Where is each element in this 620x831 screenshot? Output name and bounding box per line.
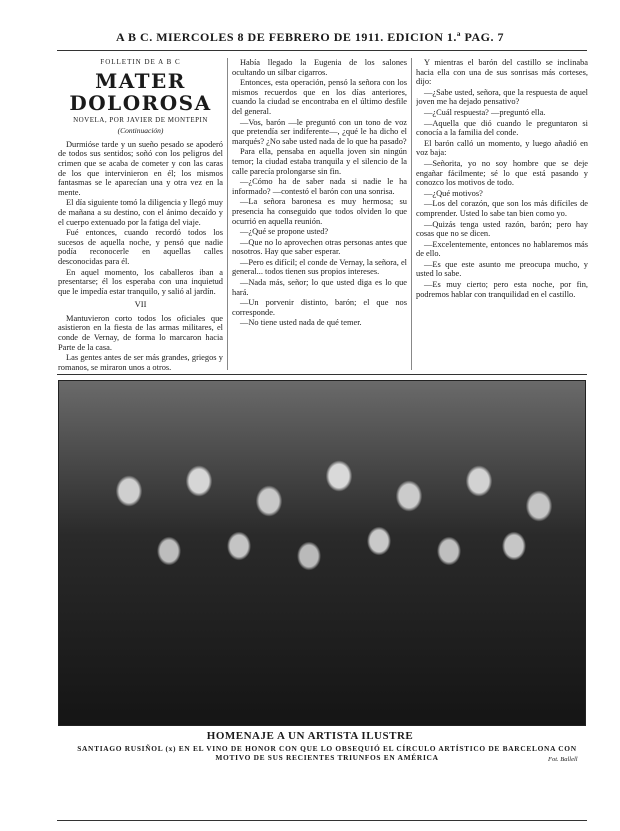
paragraph: —¿Qué se propone usted? (240, 227, 329, 237)
paragraph: —No tiene usted nada de qué temer. (240, 318, 362, 328)
paragraph: —¿Sabe usted, señora, que la respuesta de aquel joven me ha dejado pensativo? (416, 87, 588, 107)
paragraph: —Vos, barón —le preguntó con un tono de voz que pretendía ser indiferente—, ¿qué le ha dicho el marqués? ¿No sabe usted nada de lo que ha pasado? (232, 117, 407, 146)
photo-top-rule (57, 374, 587, 375)
paragraph: —Que no lo aprovechen otras personas antes que nosotros. Hay que saber esperar. (232, 237, 407, 257)
group-photograph (58, 380, 586, 726)
paragraph: —Quizás tenga usted razón, barón; pero hay cosas que no se dicen. (416, 219, 588, 239)
header-rule (57, 50, 587, 51)
footer-rule (57, 820, 587, 821)
folletin-column-3 (416, 58, 588, 372)
paragraph: El día siguiente tomó la diligencia y llegó muy de mañana a su destino, con el ánimo decaído y el cuerpo extenuado por la fatiga del viaje. (58, 198, 223, 227)
folletin-label: FOLLETIN DE A B C (100, 58, 181, 66)
novel-title: MATER DOLOROSA (69, 68, 212, 115)
paragraph: Fué entonces, cuando recordó todos los sucesos de aquella noche, y pensó que nadie podía reconocerle en aquellas calles desconocidas para él. (58, 228, 223, 266)
paragraph: —Un porvenir distinto, barón; el que nos corresponde. (232, 298, 407, 317)
chapter-number: VII (134, 299, 147, 310)
paragraph: Entonces, esta operación, pensó la señora con los mismos recuerdos que en los días anteriores, cuando la ciudad se encontraba en el último desfile del general. (232, 78, 407, 116)
paragraph: —Señorita, yo no soy hombre que se deje engañar fácilmente; sé lo que está pasando y conozco los motivos de todo. (416, 158, 588, 188)
paragraph: —¿Cómo ha de saber nada si nadie le ha informado? —contestó el barón con una sonrisa. (232, 177, 407, 196)
paragraph: —¿Qué motivos? (424, 188, 483, 198)
novel-author: NOVELA, POR JAVIER DE MONTEPIN (73, 115, 208, 124)
column-divider (411, 58, 412, 370)
folletin-column-2 (232, 58, 407, 372)
paragraph: —La señora baronesa es muy hermosa; su presencia ha conseguido que todos olviden lo que ocurrió en aquella reunión. (232, 197, 407, 226)
continuation-note: (Continuación) (117, 126, 164, 136)
paragraph: En aquel momento, los caballeros iban a presentarse; él los esperaba con una inquietud que le impedía estar tranquilo, y salió al jardín. (58, 267, 223, 296)
paragraph: El barón calló un momento, y luego añadió en voz baja: (416, 138, 588, 158)
paragraph: —¿Cuál respuesta? —preguntó ella. (424, 107, 546, 117)
running-head: A B C. MIERCOLES 8 DE FEBRERO DE 1911. EDICION 1.ª PAG. 7 (116, 30, 504, 44)
paragraph: Había llegado la Eugenia de los salones ocultando un silbar cigarros. (232, 58, 407, 77)
photo-credit: Fot. Ballell (548, 756, 578, 763)
paragraph: —Es que este asunto me preocupa mucho, y usted lo sabe. (416, 259, 588, 279)
paragraph: —Los del corazón, que son los más difíciles de comprender. Usted lo sabe tan bien como yo. (416, 199, 588, 218)
column-divider (227, 58, 228, 370)
photo-title: HOMENAJE A UN ARTISTA ILUSTRE (206, 730, 414, 742)
paragraph: Para ella, pensaba en aquella joven sin ningún temor; la ciudad estaba tranquila y el silencio de la calle parecía prolongarse sin fin. (232, 147, 407, 176)
paragraph: —Excelentemente, entonces no hablaremos más de ello. (416, 239, 588, 259)
paragraph: —Nada más, señor; lo que usted diga es lo que hará. (232, 278, 407, 297)
paragraph: —Aquella que dió cuando le preguntaron si conocía a la familia del conde. (416, 118, 588, 138)
paragraph: Mantuvieron corto todos los oficiales que asistieron en la fiesta de las armas militares, el conde de Vernay, de forma lo marcaron hacia Parte de la casa. (58, 313, 223, 352)
paragraph: —Pero es difícil; el conde de Vernay, la señora, el general... todos tienen sus propios intereses. (232, 257, 407, 277)
paragraph: —Es muy cierto; pero esta noche, por fin, podremos hablar con tranquilidad en el castillo. (416, 280, 588, 299)
folletin-column-1 (58, 58, 223, 376)
photo-caption: SANTIAGO RUSIÑOL (x) EN EL VINO DE HONOR CON QUE LO OBSEQUIÓ EL CÍRCULO ARTÍSTICO DE BARCELONA CON MOTIVO DE SUS RECIENTES TRIUNFOS EN AMÉRICA (77, 744, 577, 762)
paragraph: Y mientras el barón del castillo se inclinaba hacia ella con una de sus sonrisas más corteses, dijo: (416, 58, 588, 87)
paragraph: Durmióse tarde y un sueño pesado se apoderó de todos sus sentidos; soñó con los peligros del crimen que se acaba de cometer y con las caras de los que intervinieron en él; los mismos fantasmas se le aparecían una y otra vez en la mente. (58, 139, 223, 197)
paragraph: Las gentes antes de ser más grandes, griegos y romanos, se miraron unos a otros. (58, 353, 223, 372)
